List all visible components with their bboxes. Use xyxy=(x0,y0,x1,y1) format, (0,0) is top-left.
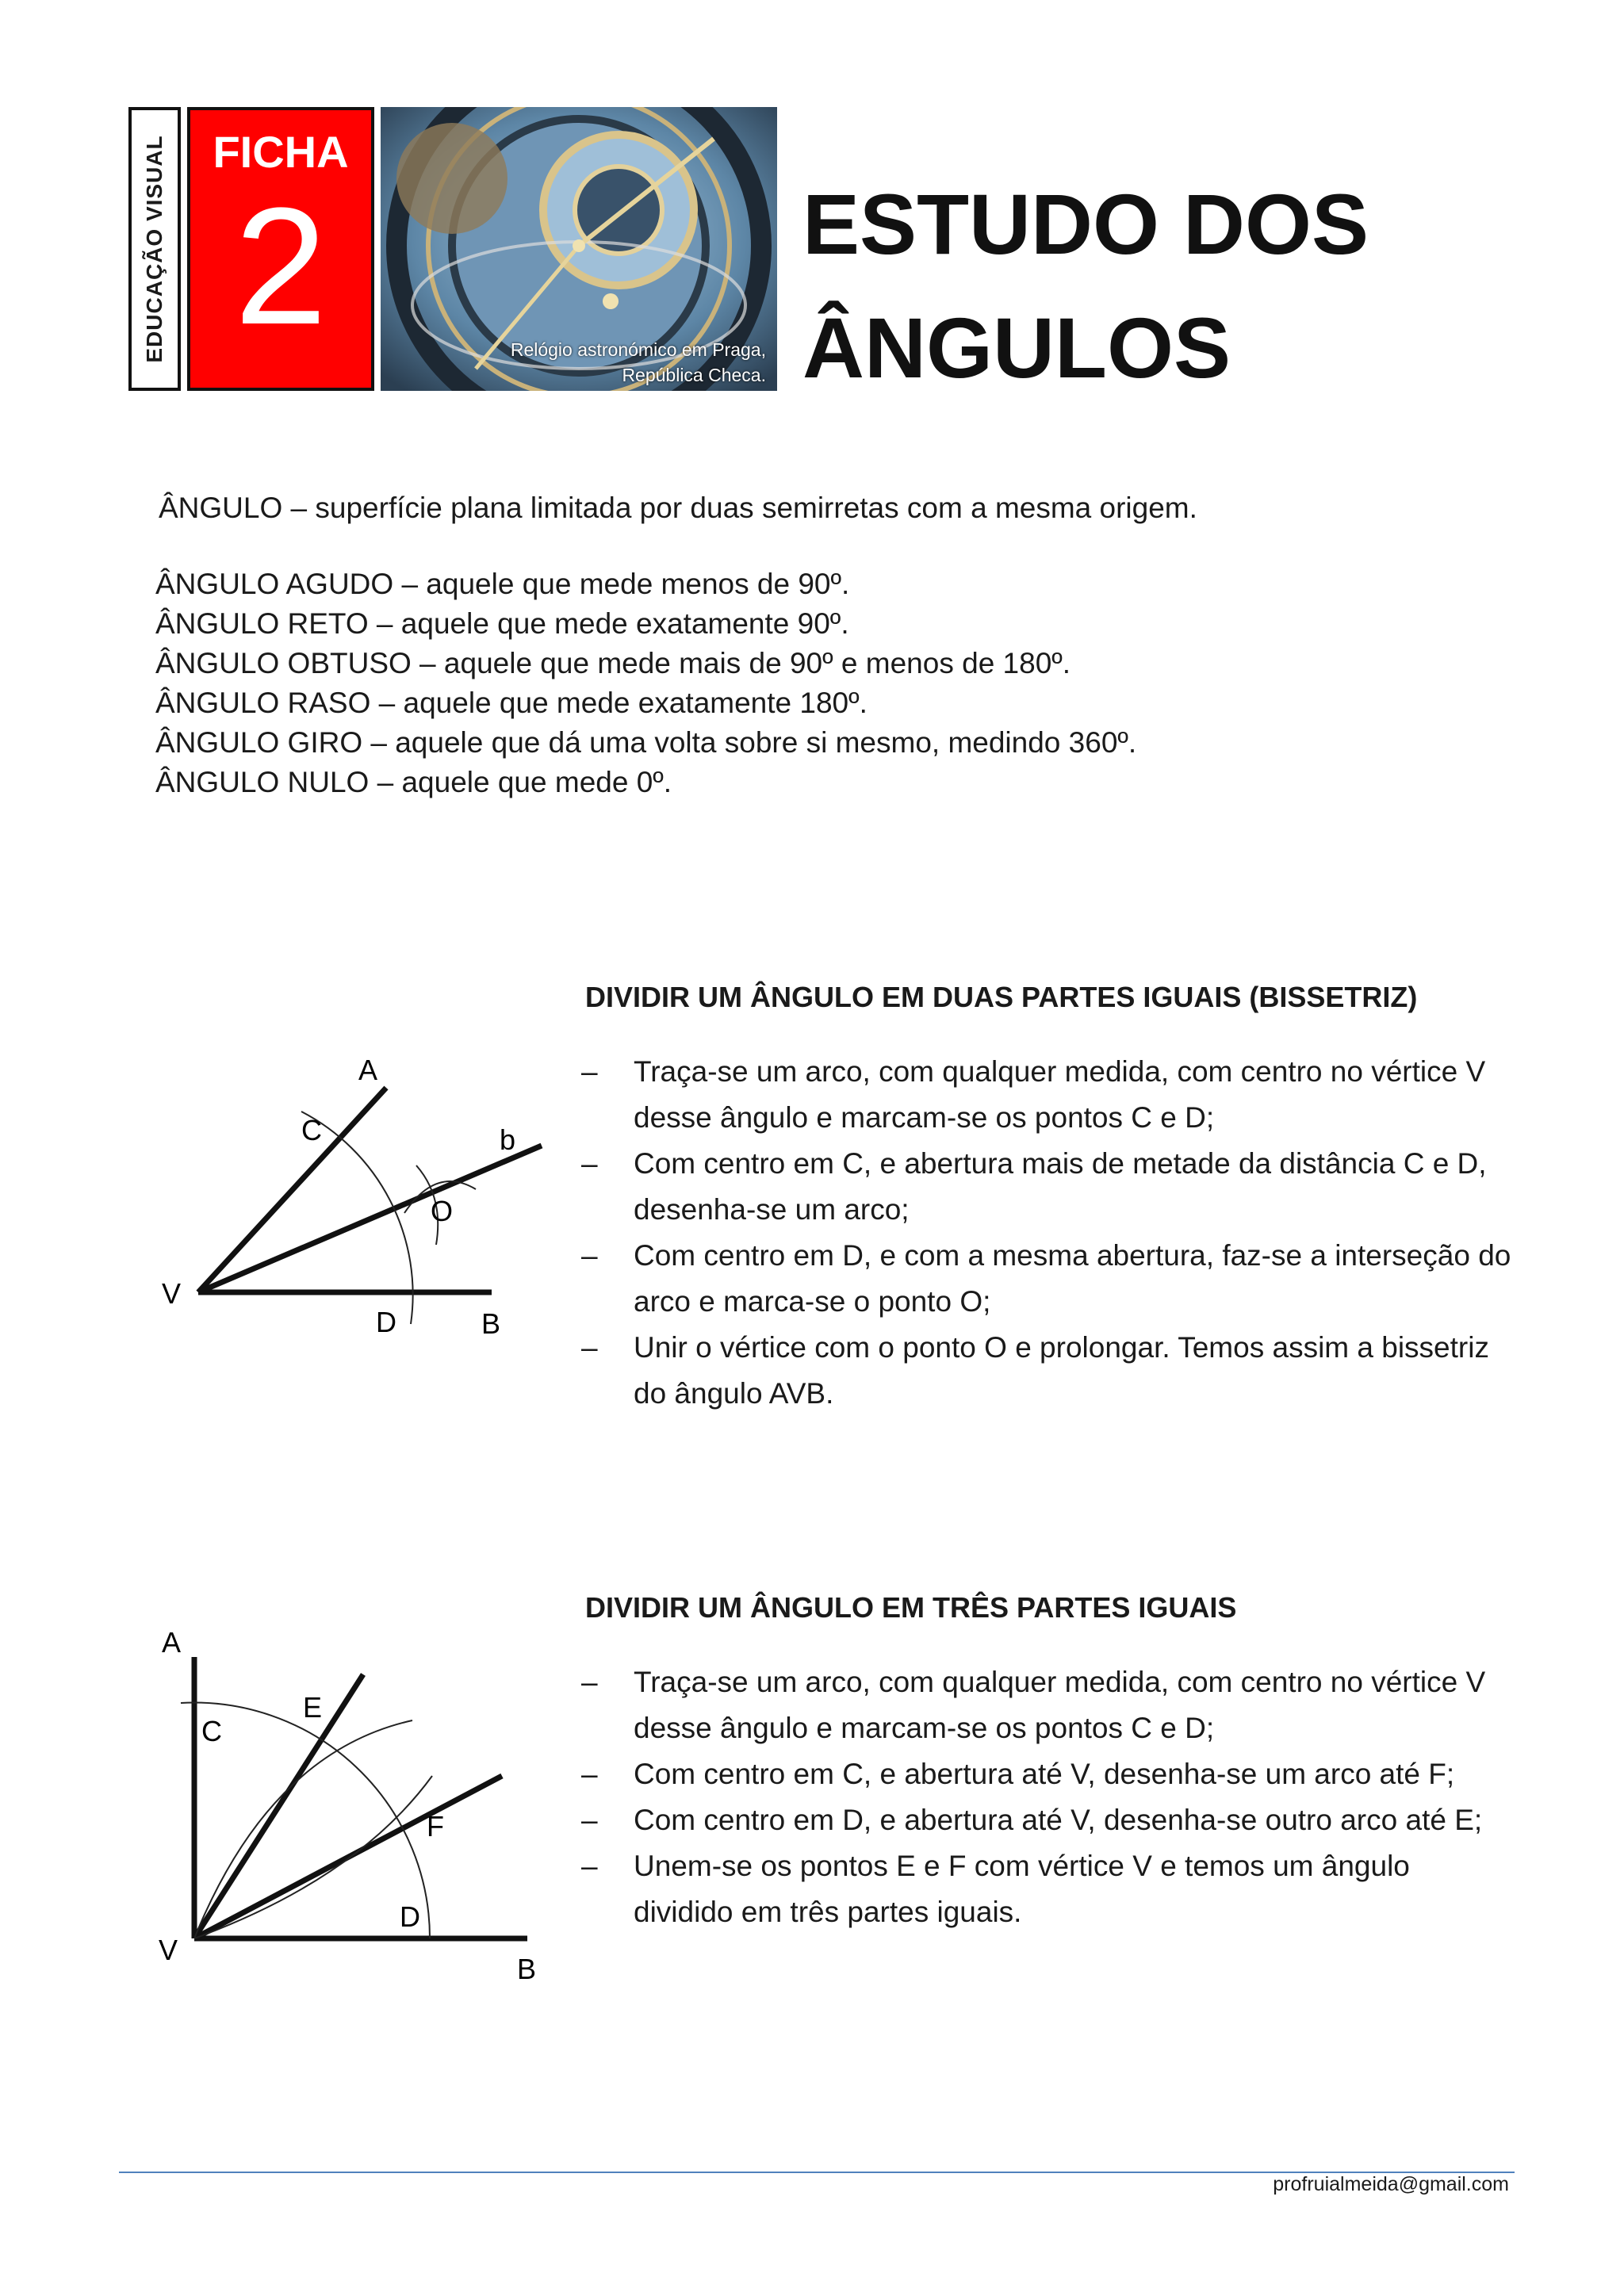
list-item: – Com centro em D, e abertura até V, desenha-se outro arco até E; xyxy=(581,1804,1483,1836)
footer-email: profruialmeida@gmail.com xyxy=(1273,2173,1509,2195)
label-a: A xyxy=(162,1626,182,1659)
page-title: ESTUDO DOS ÂNGULOS xyxy=(802,176,1369,396)
bisector-heading: DIVIDIR UM ÂNGULO EM DUAS PARTES IGUAIS (BISSETRIZ) xyxy=(585,981,1418,1013)
arc-from-c xyxy=(194,1776,432,1938)
label-a: A xyxy=(358,1054,378,1086)
label-e: E xyxy=(303,1691,323,1724)
label-v: V xyxy=(159,1934,178,1966)
subject-label-box xyxy=(128,107,181,391)
angle-definition: ÂNGULO – superfície plana limitada por duas semirretas com a mesma origem. xyxy=(159,492,1197,524)
trisection-figure xyxy=(151,1617,563,1998)
list-item: – Com centro em C, e abertura até V, desenha-se um arco até F; xyxy=(581,1758,1455,1790)
trisection-heading: DIVIDIR UM ÂNGULO EM TRÊS PARTES IGUAIS xyxy=(585,1591,1237,1624)
list-item: – Traça-se um arco, com qualquer medida, com centro no vértice V desse ângulo e marcam-se os pontos C e D; xyxy=(581,1666,1486,1744)
list-item: ÂNGULO NULO – aquele que mede 0º. xyxy=(155,766,672,798)
list-item: ÂNGULO AGUDO – aquele que mede menos de 90º. xyxy=(155,568,850,600)
label-b: B xyxy=(481,1307,501,1340)
list-item: ÂNGULO OBTUSO – aquele que mede mais de 90º e menos de 180º. xyxy=(155,647,1071,679)
bisector-steps xyxy=(581,1049,1517,1417)
label-f: F xyxy=(427,1810,444,1843)
ray-ve xyxy=(194,1674,363,1938)
list-item: – Com centro em D, e com a mesma abertura, faz-se a interseção do arco e marca-se o ponto O; xyxy=(581,1239,1511,1318)
list-item: ÂNGULO RETO – aquele que mede exatamente 90º. xyxy=(155,607,849,640)
list-item: ÂNGULO GIRO – aquele que dá uma volta sobre si mesmo, medindo 360º. xyxy=(155,726,1137,759)
list-item: – Unir o vértice com o ponto O e prolongar. Temos assim a bissetriz do ângulo AVB. xyxy=(581,1331,1489,1410)
label-b-small: b xyxy=(500,1123,516,1156)
angle-types-list xyxy=(155,564,1136,802)
subject-label: EDUCAÇÃO VISUAL xyxy=(142,135,167,363)
astronomical-clock-photo xyxy=(381,107,777,391)
ficha-label: FICHA xyxy=(213,127,349,177)
label-c: C xyxy=(301,1114,322,1146)
label-v: V xyxy=(162,1277,182,1310)
label-d: D xyxy=(376,1306,396,1338)
bisector-figure xyxy=(151,1047,563,1340)
list-item: – Unem-se os pontos E e F com vértice V e temos um ângulo dividido em três partes iguais. xyxy=(581,1850,1410,1928)
list-item: – Com centro em C, e abertura mais de metade da distância C e D, desenha-se um arco; xyxy=(581,1147,1487,1226)
ficha-badge xyxy=(187,107,374,391)
ray-vf xyxy=(194,1776,502,1938)
list-item: ÂNGULO RASO – aquele que mede exatamente 180º. xyxy=(155,687,868,719)
ray-va xyxy=(198,1088,386,1292)
photo-caption: Relógio astronómico em Praga, República Checa. xyxy=(510,339,766,385)
label-o: O xyxy=(431,1195,454,1227)
ficha-number: 2 xyxy=(234,173,327,359)
label-b: B xyxy=(517,1953,537,1985)
trisection-steps xyxy=(581,1659,1517,1935)
label-d: D xyxy=(400,1900,420,1933)
arc-from-d xyxy=(194,1720,412,1938)
label-c: C xyxy=(201,1715,222,1747)
list-item: – Traça-se um arco, com qualquer medida, com centro no vértice V desse ângulo e marcam-se os pontos C e D; xyxy=(581,1055,1486,1134)
